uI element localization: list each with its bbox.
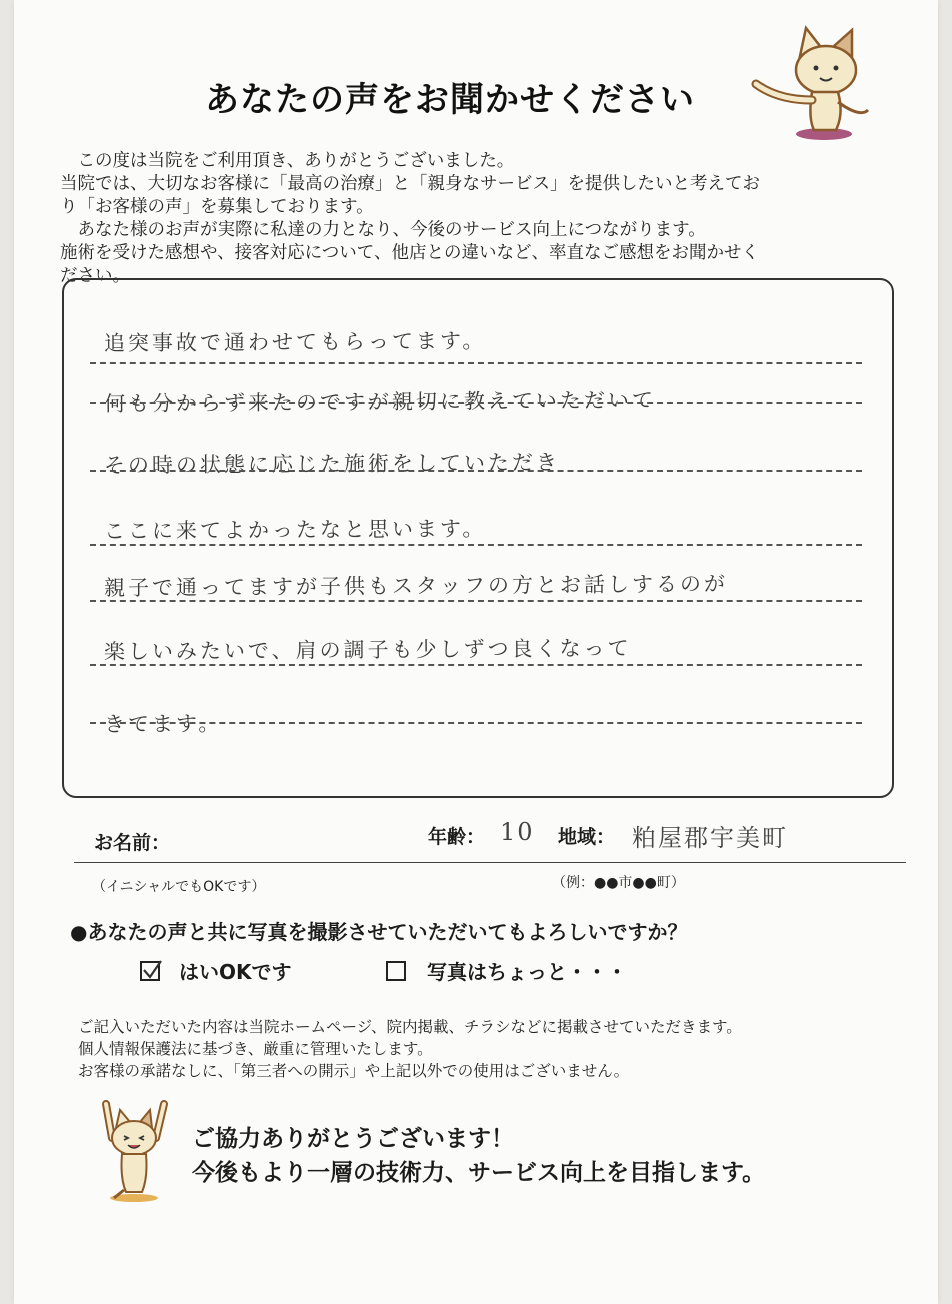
ruled-line bbox=[90, 470, 862, 472]
cat-mascot-icon bbox=[748, 22, 878, 144]
ruled-line bbox=[90, 362, 862, 364]
ruled-line bbox=[90, 664, 862, 666]
area-hint: （例：●●市●●町） bbox=[552, 875, 685, 891]
no-checkbox[interactable] bbox=[386, 961, 406, 981]
cat-mascot-cheering-icon bbox=[84, 1098, 184, 1206]
ruled-line bbox=[90, 402, 862, 404]
thanks-message bbox=[192, 1122, 765, 1190]
intro-line: この度は当院をご利用頂き、ありがとうございました。 bbox=[60, 151, 515, 171]
option-no-label: 写真はちょっと・・・ bbox=[426, 960, 627, 984]
comment-line: ここに来てよかったなと思います。 bbox=[103, 516, 487, 544]
age-label: 年齢： bbox=[428, 826, 486, 848]
name-hint: （イニシャルでもOKです） bbox=[92, 879, 266, 895]
comment-line: 楽しいみたいで、肩の調子も少しずつ良くなって bbox=[103, 636, 632, 664]
comment-line: きてます。 bbox=[103, 711, 223, 737]
intro-text bbox=[60, 150, 900, 288]
comment-line: 追突事故で通わせてもらってます。 bbox=[103, 328, 487, 356]
page-title: あなたの声をお聞かせください bbox=[205, 80, 695, 120]
comment-box[interactable] bbox=[62, 278, 894, 798]
area-field[interactable]: 粕屋郡宇美町 bbox=[632, 824, 788, 852]
area-label: 地域： bbox=[558, 826, 616, 848]
option-no[interactable] bbox=[386, 956, 627, 985]
comment-line: 何も分からず来たのですが親切に教えていただいて bbox=[103, 388, 657, 416]
yes-checkbox[interactable] bbox=[140, 961, 160, 981]
option-yes[interactable] bbox=[140, 956, 291, 985]
divider bbox=[74, 862, 906, 863]
intro-line: り「お客様の声」を募集しております。 bbox=[60, 197, 374, 217]
intro-line: 当院では、大切なお客様に「最高の治療」と「親身なサービス」を提供したいと考えてお bbox=[60, 174, 760, 194]
name-field[interactable] bbox=[200, 822, 370, 852]
ruled-line bbox=[90, 544, 862, 546]
intro-line: あなた様のお声が実際に私達の力となり、今後のサービス向上につながります。 bbox=[60, 220, 706, 240]
ruled-line bbox=[90, 600, 862, 602]
name-label: お名前： bbox=[94, 832, 171, 854]
option-yes-label: はいOKです bbox=[178, 960, 292, 984]
age-field[interactable]: 10 bbox=[500, 818, 535, 846]
comment-line: 親子で通ってますが子供もスタッフの方とお話しするのが bbox=[103, 571, 729, 601]
note-line: ご記入いただいた内容は当院ホームページ、院内掲載、チラシなどに掲載させていただきます。 bbox=[78, 1018, 742, 1036]
note-line: 個人情報保護法に基づき、厳重に管理いたします。 bbox=[78, 1040, 433, 1058]
intro-line: 施術を受けた感想や、接客対応について、他店との違いなど、率直なご感想をお聞かせく bbox=[60, 243, 759, 263]
thanks-line: 今後もより一層の技術力、サービス向上を目指します。 bbox=[192, 1160, 766, 1186]
privacy-notes bbox=[78, 1016, 742, 1082]
note-line: お客様の承諾なしに、「第三者への開示」や上記以外での使用はございません。 bbox=[78, 1062, 630, 1080]
intro-line: ださい。 bbox=[60, 266, 130, 286]
photo-question: ●あなたの声と共に写真を撮影させていただいてもよろしいですか？ bbox=[70, 920, 688, 944]
ruled-line bbox=[90, 722, 862, 724]
comment-line: その時の状態に応じた施術をしていただき bbox=[103, 450, 561, 478]
thanks-line: ご協力ありがとうございます！ bbox=[192, 1126, 514, 1152]
checkmark-icon bbox=[141, 959, 163, 981]
